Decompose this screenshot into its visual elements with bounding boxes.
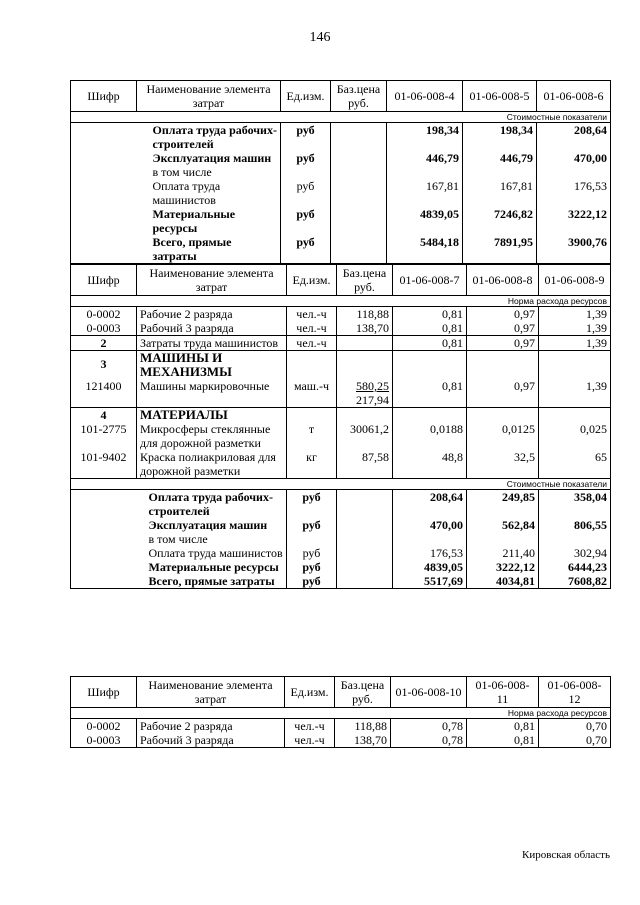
cell-value: 358,04 <box>539 490 611 519</box>
table-header <box>71 81 611 112</box>
table-3 <box>70 676 611 748</box>
header-price: Баз.цена руб. <box>335 677 391 708</box>
page-number: 146 <box>309 30 331 45</box>
cell-value: 0,81 <box>393 379 467 408</box>
cell-value: 0,97 <box>467 307 539 322</box>
row-name: Микросферы стеклянные для дорожной разметки <box>137 422 287 450</box>
row-unit: кг <box>287 450 337 479</box>
table-row <box>71 422 611 450</box>
table-row <box>71 351 611 380</box>
table-header <box>71 677 611 708</box>
cell-value: 0,78 <box>391 719 467 734</box>
row-unit: чел.-ч <box>285 733 335 748</box>
cell-value: 0,70 <box>539 719 611 734</box>
section-title: МАШИНЫ И МЕХАНИЗМЫ <box>137 351 287 380</box>
cell-value: 4839,05 <box>393 560 467 574</box>
cell-value: 65 <box>539 450 611 479</box>
cell-value: 0,025 <box>539 422 611 450</box>
cell-value: 0,81 <box>467 733 539 748</box>
row-name: Эксплуатация машин <box>148 518 268 532</box>
cell-value: 0,78 <box>391 733 467 748</box>
cell-value: 0,97 <box>467 379 539 408</box>
header-col: 01-06-008-4 <box>387 81 463 112</box>
table-row <box>71 321 611 336</box>
cell-value: 806,55 <box>539 518 611 546</box>
cell-value: 1,39 <box>539 379 611 408</box>
table-row <box>71 450 611 479</box>
row-code: 4 <box>71 408 137 423</box>
row-price: 118,88 <box>335 719 391 734</box>
row-name: Оплата труда машинистов <box>152 179 221 207</box>
row-name: Затраты труда машинистов <box>137 336 287 351</box>
cell-value: 3222,12 <box>467 560 539 574</box>
row-code: 101-9402 <box>71 450 137 479</box>
table-row <box>71 408 611 423</box>
table-2 <box>70 264 611 589</box>
footer-region: Кировская область <box>522 849 611 861</box>
subheader-cost: Стоимостные показатели <box>71 112 611 123</box>
row-price-2: 217,94 <box>356 393 389 407</box>
table-row <box>71 207 611 235</box>
header-col: 01-06-008-9 <box>539 265 611 296</box>
row-price: 118,88 <box>337 307 393 322</box>
row-price: 580,25 <box>356 379 389 393</box>
cell-value: 4034,81 <box>467 574 539 589</box>
cell-value: 176,53 <box>393 546 467 560</box>
row-name: Всего, прямые затраты <box>137 574 287 589</box>
cell-value: 3900,76 <box>537 235 611 264</box>
row-name: Эксплуатация машин <box>152 151 272 165</box>
cell-value: 1,39 <box>539 336 611 351</box>
cell-value: 0,70 <box>539 733 611 748</box>
row-code: 0-0003 <box>71 321 137 336</box>
header-col: 01-06-008-10 <box>391 677 467 708</box>
row-note: в том числе <box>152 165 212 179</box>
row-name: Оплата труда рабочих-строителей <box>137 490 287 519</box>
row-name: Всего, прямые затраты <box>137 235 281 264</box>
row-code: 3 <box>71 351 137 380</box>
row-unit: чел.-ч <box>285 719 335 734</box>
table-row <box>71 490 611 519</box>
cell-value: 208,64 <box>537 123 611 152</box>
cell-value: 249,85 <box>467 490 539 519</box>
row-unit: чел.-ч <box>287 321 337 336</box>
row-unit: чел.-ч <box>287 307 337 322</box>
header-price: Баз.цена руб. <box>337 265 393 296</box>
row-price: 30061,2 <box>337 422 393 450</box>
row-price: 138,70 <box>337 321 393 336</box>
cell-value: 5484,18 <box>387 235 463 264</box>
table-row <box>71 560 611 574</box>
row-note: в том числе <box>148 532 208 546</box>
cell-value: 1,39 <box>539 307 611 322</box>
row-name: Оплата труда машинистов <box>148 546 283 560</box>
cell-value: 32,5 <box>467 450 539 479</box>
cell-value: 3222,12 <box>537 207 611 235</box>
cell-value: 176,53 <box>537 179 611 207</box>
cell-value: 0,0188 <box>393 422 467 450</box>
cell-value: 0,97 <box>467 321 539 336</box>
row-code: 0-0002 <box>71 307 137 322</box>
cell-value: 470,00 <box>393 518 467 546</box>
header-price: Баз.цена руб. <box>331 81 387 112</box>
header-col: 01-06-008-5 <box>463 81 537 112</box>
cell-value: 198,34 <box>387 123 463 152</box>
table-row <box>71 123 611 152</box>
row-code: 0-0003 <box>71 733 137 748</box>
header-code: Шифр <box>71 81 137 112</box>
row-price: 138,70 <box>335 733 391 748</box>
section-title: МАТЕРИАЛЫ <box>137 408 287 423</box>
header-code: Шифр <box>71 677 137 708</box>
row-unit: руб <box>281 179 331 207</box>
row-unit: чел.-ч <box>287 336 337 351</box>
row-unit: руб <box>281 123 331 152</box>
header-col: 01-06-008-12 <box>539 677 611 708</box>
cell-value: 5517,69 <box>393 574 467 589</box>
cell-value: 6444,23 <box>539 560 611 574</box>
table-row <box>71 179 611 207</box>
cell-value: 0,97 <box>467 336 539 351</box>
row-unit: руб <box>287 560 337 574</box>
header-name: Наименование элемента затрат <box>137 677 285 708</box>
header-col: 01-06-008-11 <box>467 677 539 708</box>
table-1 <box>70 80 611 264</box>
header-name: Наименование элемента затрат <box>137 81 281 112</box>
cell-value: 1,39 <box>539 321 611 336</box>
cell-value: 7246,82 <box>463 207 537 235</box>
cell-value: 302,94 <box>539 546 611 560</box>
row-name: Машины маркировочные <box>137 379 287 408</box>
row-unit: руб <box>287 490 337 519</box>
row-name: Рабочий 3 разряда <box>137 321 287 336</box>
subheader-cost: Стоимостные показатели <box>71 479 611 490</box>
cell-value: 470,00 <box>537 151 611 179</box>
row-code: 121400 <box>71 379 137 408</box>
cell-value: 0,81 <box>393 307 467 322</box>
header-col: 01-06-008-8 <box>467 265 539 296</box>
row-unit: руб <box>281 235 331 264</box>
row-unit: руб <box>287 574 337 589</box>
cell-value: 0,81 <box>393 321 467 336</box>
row-name: Оплата труда рабочих-строителей <box>137 123 281 152</box>
table-row <box>71 733 611 748</box>
header-col: 01-06-008-6 <box>537 81 611 112</box>
table-row <box>71 546 611 560</box>
table-row <box>71 518 611 546</box>
subheader-norm: Норма расхода ресурсов <box>71 708 611 719</box>
table-header <box>71 265 611 296</box>
cell-value: 562,84 <box>467 518 539 546</box>
cell-value: 167,81 <box>387 179 463 207</box>
header-code: Шифр <box>71 265 137 296</box>
cell-value: 4839,05 <box>387 207 463 235</box>
row-unit: руб <box>281 151 331 179</box>
row-unit: руб <box>287 518 337 546</box>
row-name: Рабочие 2 разряда <box>137 719 285 734</box>
row-name: Рабочий 3 разряда <box>137 733 285 748</box>
row-code: 0-0002 <box>71 719 137 734</box>
header-unit: Ед.изм. <box>281 81 331 112</box>
row-code: 2 <box>71 336 137 351</box>
cell-value: 167,81 <box>463 179 537 207</box>
subheader-norm: Норма расхода ресурсов <box>71 296 611 307</box>
row-unit: руб <box>281 207 331 235</box>
row-code: 101-2775 <box>71 422 137 450</box>
table-row <box>71 235 611 264</box>
row-unit: т <box>287 422 337 450</box>
row-name: Краска полиакриловая для дорожной разметки <box>137 450 287 479</box>
row-price: 87,58 <box>337 450 393 479</box>
cell-value: 211,40 <box>467 546 539 560</box>
row-name: Рабочие 2 разряда <box>137 307 287 322</box>
row-name: Материальные ресурсы <box>148 560 279 574</box>
cell-value: 198,34 <box>463 123 537 152</box>
table-row <box>71 336 611 351</box>
cell-value: 48,8 <box>393 450 467 479</box>
cell-value: 7608,82 <box>539 574 611 589</box>
table-row <box>71 719 611 734</box>
row-unit: маш.-ч <box>287 379 337 408</box>
header-name: Наименование элемента затрат <box>137 265 287 296</box>
table-row <box>71 379 611 408</box>
table-row <box>71 151 611 179</box>
header-col: 01-06-008-7 <box>393 265 467 296</box>
cell-value: 0,81 <box>393 336 467 351</box>
cell-value: 0,81 <box>467 719 539 734</box>
header-unit: Ед.изм. <box>287 265 337 296</box>
cell-value: 446,79 <box>463 151 537 179</box>
row-unit: руб <box>287 546 337 560</box>
table-row <box>71 307 611 322</box>
cell-value: 446,79 <box>387 151 463 179</box>
cell-value: 7891,95 <box>463 235 537 264</box>
table-row <box>71 574 611 589</box>
cell-value: 0,0125 <box>467 422 539 450</box>
header-unit: Ед.изм. <box>285 677 335 708</box>
cell-value: 208,64 <box>393 490 467 519</box>
row-name: Материальные ресурсы <box>152 207 236 235</box>
